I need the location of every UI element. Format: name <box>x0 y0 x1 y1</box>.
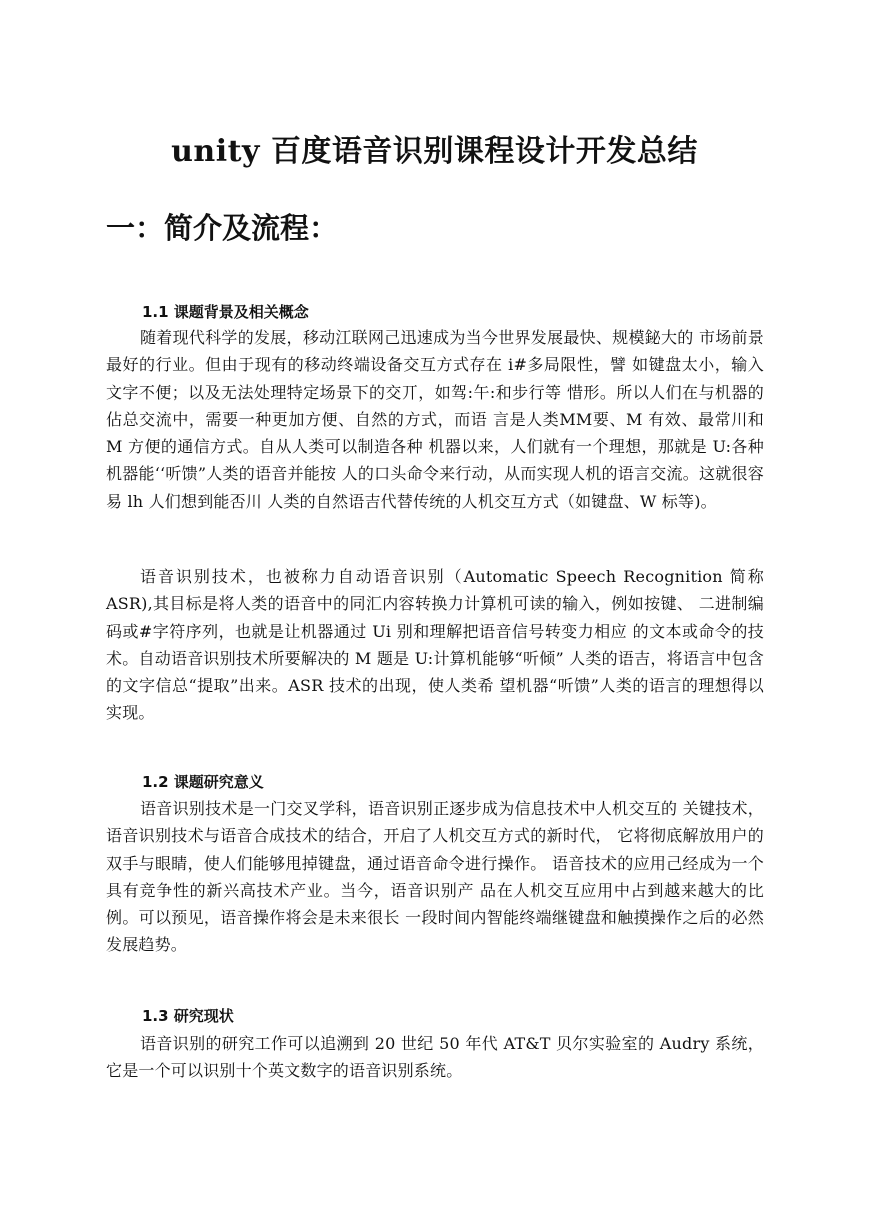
document-title: unity 百度语音识别课程设计开发总结 <box>171 134 698 169</box>
paragraph-asr-definition: 语音识别技术，也被称力自动语音识别（Automatic Speech Recognition 简称 ASR),其目标是将人类的语音中的同汇内容转换力计算机可读的输入，例如按键、 二进制编码或#字符序列，也就是让机器通过 Ui 别和理解把语音信号转变力相应 的文本或命令的技术。自动语音识别技术所要解决的 M 题是 U:计算机能够“听倾” 人类的语吉，将语言中包含的文字信总“提取”出来。ASR 技术的出现，使人类希 望机器“听馈”人类的语言的理想得以实现。 <box>106 567 764 723</box>
subsection-heading-1-1: 1.1 课题背景及相关概念 <box>142 303 309 321</box>
paragraph-significance: 语音识别技术是一门交叉学科，语音识别正逐步成为信息技术中人机交互的 关键技术，语音识别技术与语音合成技术的结合，开启了人机交互方式的新时代， 它将彻底解放用户的双手与眼睛，使人们能够甩掉键盘，通过语音命令进行操作。 语音技术的应用己经成为一个具有竞争性的新兴高技术产业。当今，语音识别产 品在人机交互应用中占到越来越大的比例。可以预见，语音操作将会是未来很长 一段时间内智能终端继键盘和触摸操作之后的必然发展趋势。 <box>106 799 764 955</box>
section-title: 一：简介及流程： <box>106 211 339 245</box>
subsection-heading-1-2: 1.2 课题研究意义 <box>142 773 264 791</box>
paragraph-status: 语音识别的研究工作可以追溯到 20 世纪 50 年代 AT&T 贝尔实验室的 Audry 系统，它是一个可以识别十个英文数字的语音识别系统。 <box>106 1034 764 1081</box>
subsection-heading-1-3: 1.3 研究现状 <box>142 1007 234 1025</box>
paragraph-background: 随着现代科学的发展，移动江联网己迅速成为当今世界发展最快、规模鉍大的 市场前景最好的行业。但由于现有的移动终端设备交互方式存在 i#多局限性，譬 如键盘太小，输入文字不便；以及无法处理特定场景下的交丌，如驾:午:和步行等 惜形。所以人们在与机器的佔总交流中，需要一种更加方便、自然的方式，而语 言是人类MM要、M 有效、最常川和 M 方便的通信方式。自从人类可以制造各种 机器以来，人们就有一个理想，那就是 U:各种机器能‘‘听馈”人类的语音并能按 人的口头命令来行动，从而实现人机的语言交流。这就很容易 lh 人们想到能否川 人类的自然语吉代替传统的人机交互方式（如键盘、W 标等)。 <box>106 328 764 511</box>
